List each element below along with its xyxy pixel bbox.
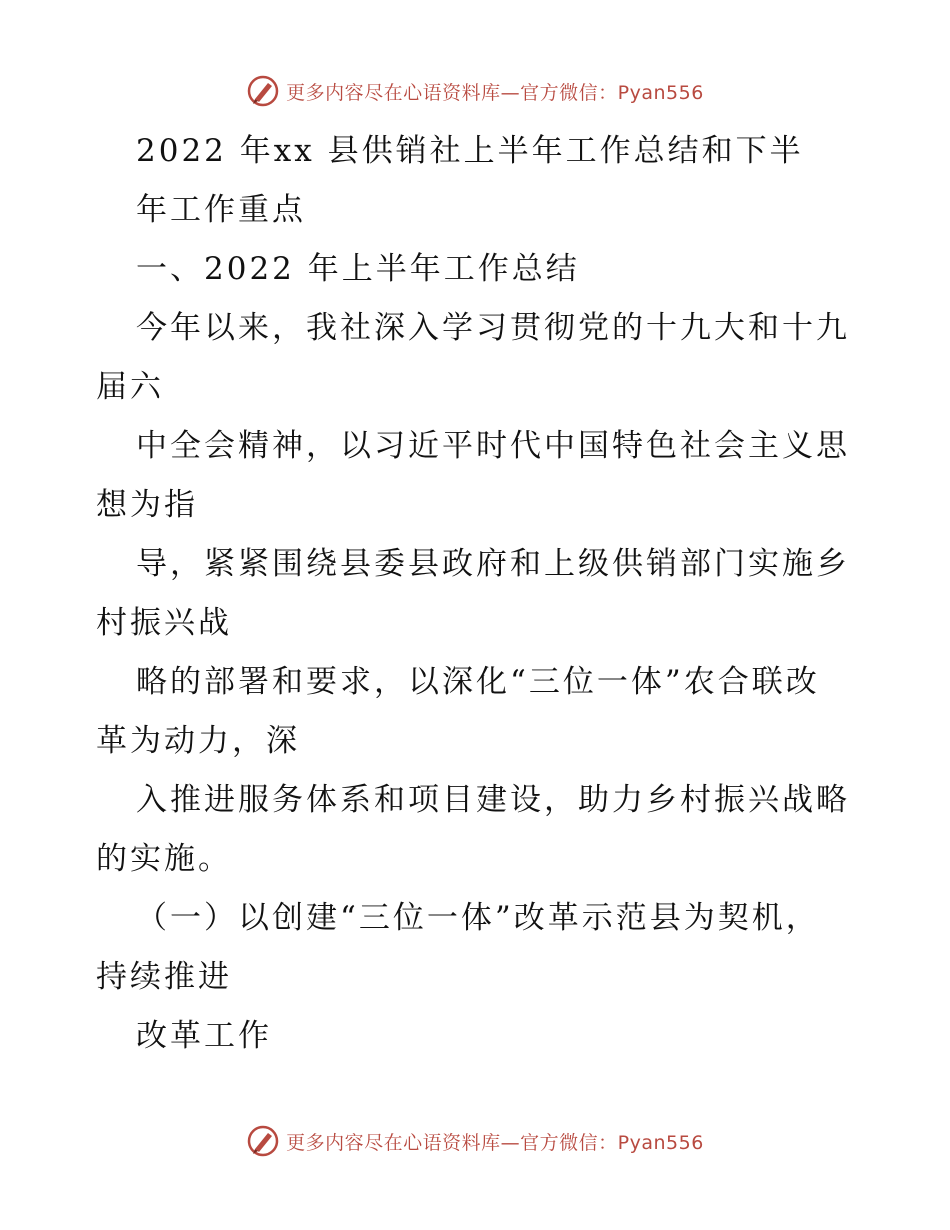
paragraph-line: 入推进服务体系和项目建设，助力乡村振兴战略 xyxy=(136,782,850,818)
paragraph-line: 中全会精神，以习近平时代中国特色社会主义思 xyxy=(136,428,850,464)
document-body xyxy=(96,122,856,1066)
paragraph-line: 的实施。 xyxy=(96,841,232,877)
pen-logo-icon xyxy=(246,1124,280,1158)
header-watermark xyxy=(0,74,950,108)
paragraph-line: 改革工作 xyxy=(136,1018,272,1054)
title-line-1: 2022 年xx 县供销社上半年工作总结和下半 xyxy=(136,133,804,169)
footer-watermark xyxy=(0,1124,950,1158)
title-line-2: 年工作重点 xyxy=(136,192,306,228)
watermark-text: 更多内容尽在心语资料库—官方微信：Pyan556 xyxy=(286,1131,704,1154)
watermark-text: 更多内容尽在心语资料库—官方微信：Pyan556 xyxy=(286,81,704,104)
paragraph-line: 村振兴战 xyxy=(96,605,232,641)
paragraph-line: 今年以来，我社深入学习贯彻党的十九大和十九 xyxy=(136,310,850,346)
subsection-heading-continued: 持续推进 xyxy=(96,959,232,995)
paragraph-line: 导，紧紧围绕县委县政府和上级供销部门实施乡 xyxy=(136,546,850,582)
paragraph-line: 略的部署和要求，以深化“三位一体”农合联改 xyxy=(136,664,820,700)
pen-logo-icon xyxy=(246,74,280,108)
paragraph-line: 革为动力，深 xyxy=(96,723,300,759)
subsection-heading: （一）以创建“三位一体”改革示范县为契机， xyxy=(136,900,820,936)
paragraph-line: 届六 xyxy=(96,369,164,405)
paragraph-line: 想为指 xyxy=(96,487,198,523)
section-heading: 一、2022 年上半年工作总结 xyxy=(136,251,580,287)
